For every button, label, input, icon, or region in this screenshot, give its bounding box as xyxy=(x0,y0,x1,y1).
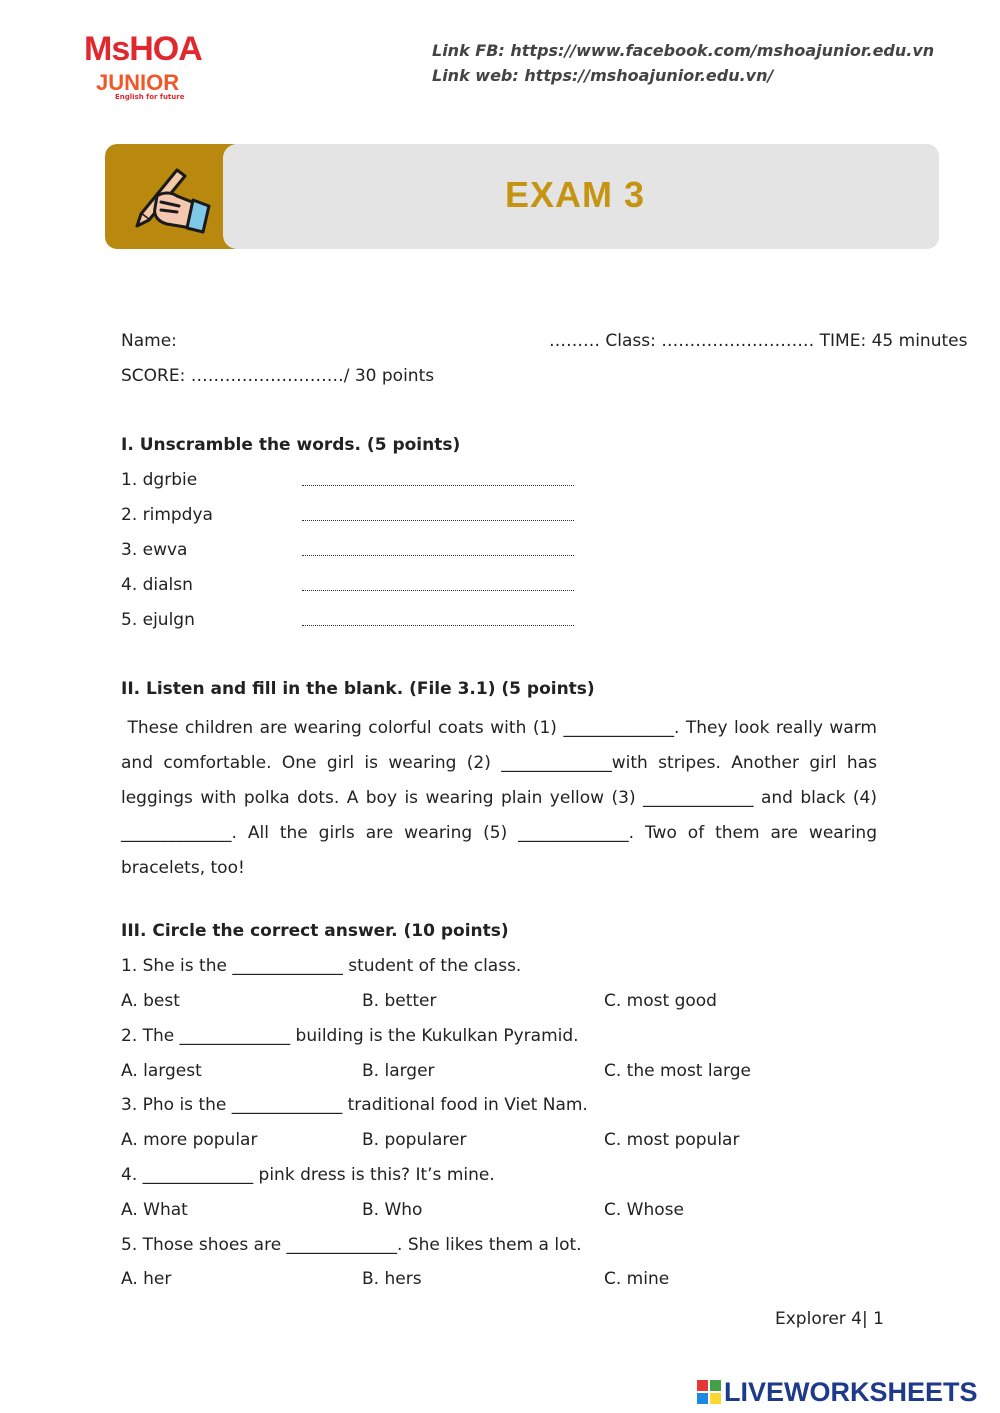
option-a[interactable]: A. her xyxy=(121,1269,172,1289)
name-label: Name: xyxy=(121,331,177,351)
unscramble-item: 1. dgrbie xyxy=(121,470,198,490)
option-c[interactable]: C. Whose xyxy=(604,1200,684,1220)
unscramble-item: 5. ejulgn xyxy=(121,610,195,630)
question-text: 1. She is the _____________ student of the class. xyxy=(121,956,522,976)
banner-divider xyxy=(223,144,253,249)
logo-junior: JUNIOR xyxy=(96,70,180,95)
option-c[interactable]: C. most popular xyxy=(604,1130,740,1150)
unscramble-item: 4. dialsn xyxy=(121,575,193,595)
section-1-title: I. Unscramble the words. (5 points) xyxy=(121,435,461,455)
liveworksheets-brand[interactable]: LIVEWORKSHEETS xyxy=(724,1377,978,1407)
link-fb[interactable]: Link FB: https://www.facebook.com/mshoajunior.edu.vn xyxy=(432,41,935,60)
option-a[interactable]: A. more popular xyxy=(121,1130,258,1150)
option-c[interactable]: C. the most large xyxy=(604,1061,751,1081)
section-3-title: III. Circle the correct answer. (10 points) xyxy=(121,921,509,941)
class-time-line: ……… Class: ……………………… TIME: 45 minutes xyxy=(549,331,968,351)
banner-icon-panel xyxy=(105,144,235,249)
score-line: SCORE: ………………………/ 30 points xyxy=(121,366,435,386)
section-2-title: II. Listen and fill in the blank. (File 3.1) (5 points) xyxy=(121,679,595,699)
hand-writing-pencil-icon xyxy=(127,152,217,242)
unscramble-item: 3. ewva xyxy=(121,540,188,560)
option-c[interactable]: C. mine xyxy=(604,1269,670,1289)
option-a[interactable]: A. largest xyxy=(121,1061,202,1081)
option-b[interactable]: B. popularer xyxy=(362,1130,467,1150)
answer-line[interactable] xyxy=(302,485,574,486)
option-a[interactable]: A. What xyxy=(121,1200,188,1220)
logo-mshoa: MsHOA xyxy=(84,30,202,68)
answer-line[interactable] xyxy=(302,555,574,556)
option-b[interactable]: B. Who xyxy=(362,1200,423,1220)
link-web[interactable]: Link web: https://mshoajunior.edu.vn/ xyxy=(432,66,774,85)
option-b[interactable]: B. hers xyxy=(362,1269,422,1289)
option-b[interactable]: B. better xyxy=(362,991,437,1011)
page-number: Explorer 4| 1 xyxy=(775,1309,884,1329)
option-b[interactable]: B. larger xyxy=(362,1061,435,1081)
answer-line[interactable] xyxy=(302,520,574,521)
question-text: 5. Those shoes are _____________. She likes them a lot. xyxy=(121,1235,582,1255)
liveworksheets-logo-icon xyxy=(697,1380,721,1404)
exam-banner xyxy=(105,144,939,249)
option-a[interactable]: A. best xyxy=(121,991,180,1011)
question-text: 3. Pho is the _____________ traditional food in Viet Nam. xyxy=(121,1095,588,1115)
header-links xyxy=(432,38,934,88)
paragraph-text: These children are wearing colorful coats with (1) _____________. They look really warm and comfortable. One girl is wearing (2) _____________with stripes. Another girl has leggings with polka dots. A boy is wearing plain yellow (3) _____________ and black (4) _____________. All the girls are wearing (5) _____________. Two of them are wearing bracelets, too! xyxy=(121,718,877,878)
logo-tagline: English for future xyxy=(115,93,185,101)
question-text: 2. The _____________ building is the Kukulkan Pyramid. xyxy=(121,1026,579,1046)
listening-paragraph xyxy=(121,711,877,886)
question-text: 4. _____________ pink dress is this? It’s mine. xyxy=(121,1165,495,1185)
unscramble-item: 2. rimpdya xyxy=(121,505,213,525)
answer-line[interactable] xyxy=(302,625,574,626)
option-c[interactable]: C. most good xyxy=(604,991,717,1011)
answer-line[interactable] xyxy=(302,590,574,591)
exam-title: EXAM 3 xyxy=(505,174,646,215)
